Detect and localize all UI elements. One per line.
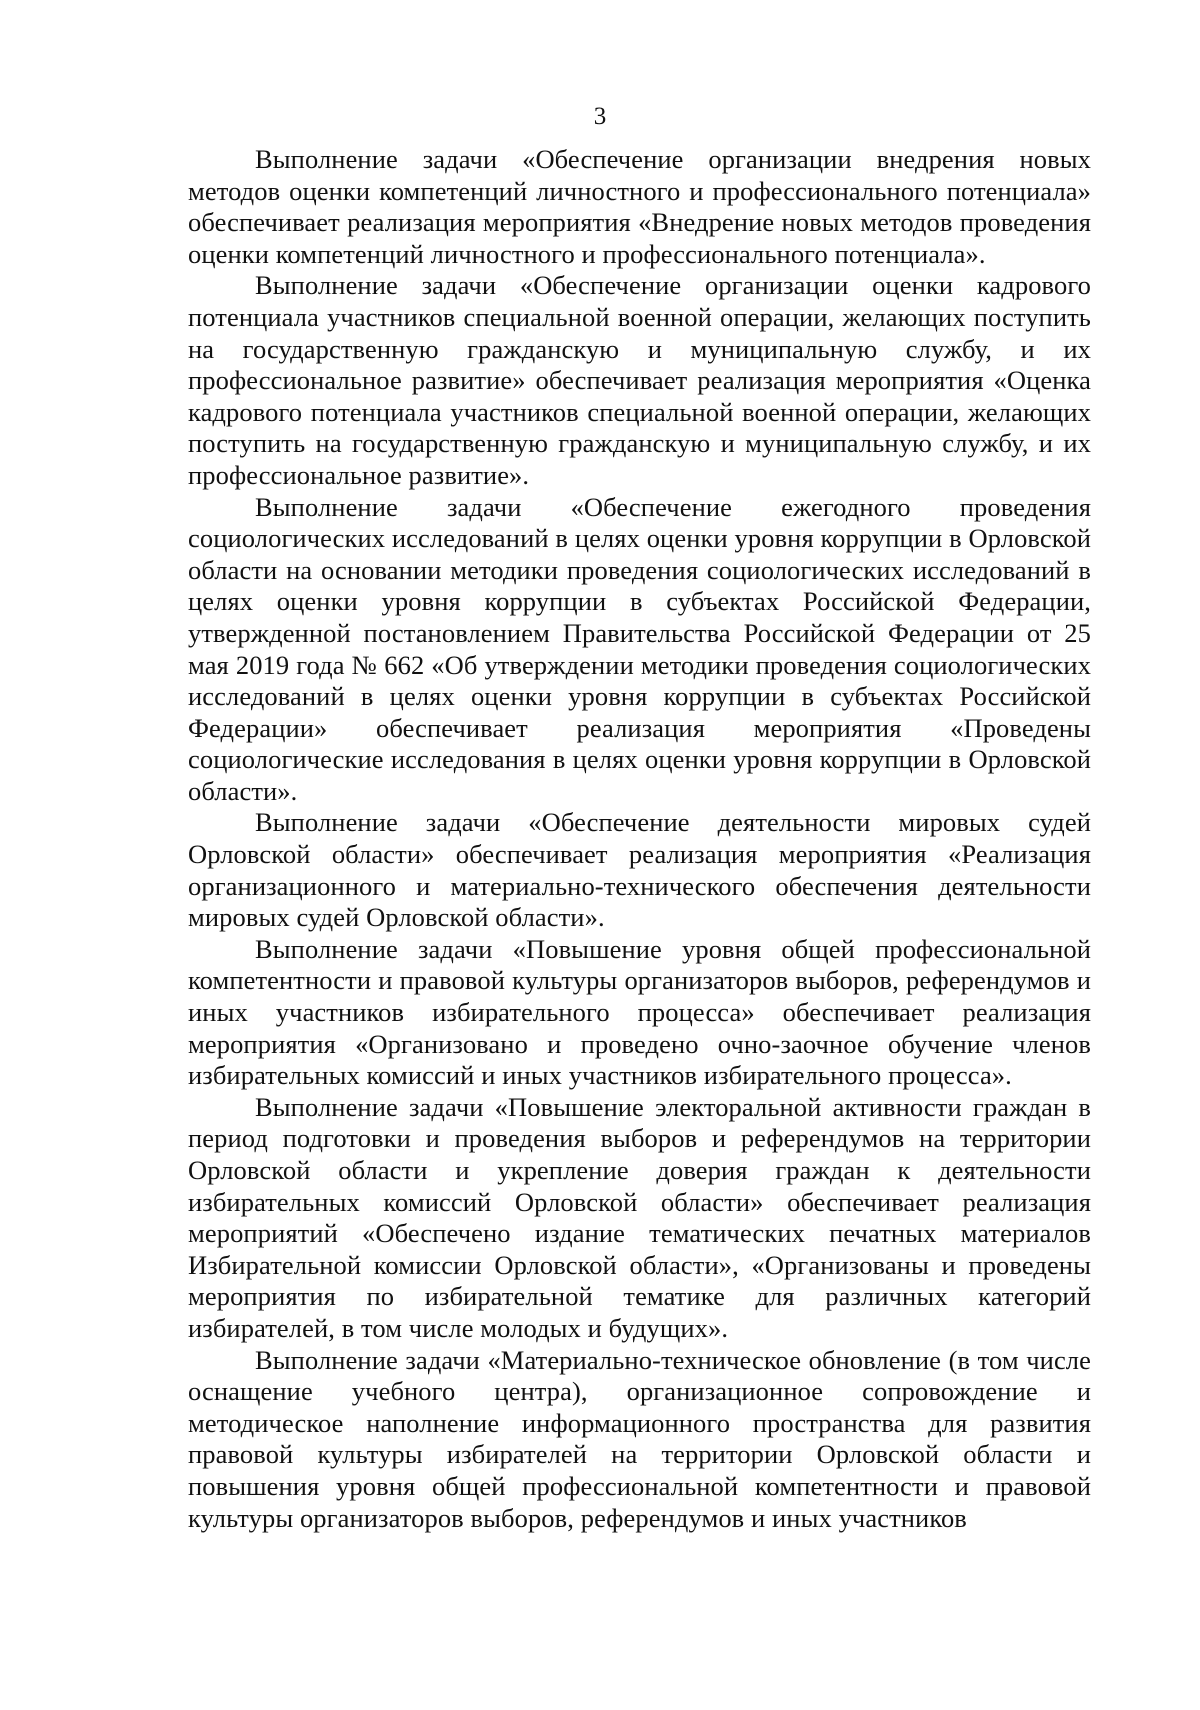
- paragraph-7: Выполнение задачи «Материально-техническое обновление (в том числе оснащение учебного центра), организационное сопровождение и методическое наполнение информационного пространства для развития правовой культуры избирателей на территории Орловской области и повышения уровня общей профессиональной компетентности и правовой культуры организаторов выборов, референдумов и иных участников: [188, 1344, 1091, 1533]
- document-body: [188, 144, 1091, 1534]
- page-number: 3: [593, 103, 607, 130]
- paragraph-6: Выполнение задачи «Повышение электоральной активности граждан в период подготовки и проведения выборов и референдумов на территории Орловской области и укрепление доверия граждан к деятельности избирательных комиссий Орловской области» обеспечивает реализация мероприятий «Обеспечено издание тематических печатных материалов Избирательной комиссии Орловской области», «Организованы и проведены мероприятия по избирательной тематике для различных категорий избирателей, в том числе молодых и будущих».: [188, 1091, 1091, 1343]
- paragraph-2: Выполнение задачи «Обеспечение организации оценки кадрового потенциала участников специальной военной операции, желающих поступить на государственную гражданскую и муниципальную службу, и их профессиональное развитие» обеспечивает реализация мероприятия «Оценка кадрового потенциала участников специальной военной операции, желающих поступить на государственную гражданскую и муниципальную службу, и их профессиональное развитие».: [188, 270, 1091, 490]
- paragraph-3: Выполнение задачи «Обеспечение ежегодного проведения социологических исследований в целях оценки уровня коррупции в Орловской области на основании методики проведения социологических исследований в целях оценки уровня коррупции в субъектах Российской Федерации, утвержденной постановлением Правительства Российской Федерации от 25 мая 2019 года № 662 «Об утверждении методики проведения социологических исследований в целях оценки уровня коррупции в субъектах Российской Федерации» обеспечивает реализация мероприятия «Проведены социологические исследования в целях оценки уровня коррупции в Орловской области».: [188, 491, 1091, 806]
- paragraph-4: Выполнение задачи «Обеспечение деятельности мировых судей Орловской области» обеспечивает реализация мероприятия «Реализация организационного и материально-технического обеспечения деятельности мировых судей Орловской области».: [188, 807, 1091, 933]
- paragraph-1: Выполнение задачи «Обеспечение организации внедрения новых методов оценки компетенций личностного и профессионального потенциала» обеспечивает реализация мероприятия «Внедрение новых методов проведения оценки компетенций личностного и профессионального потенциала».: [188, 144, 1091, 269]
- paragraph-5: Выполнение задачи «Повышение уровня общей профессиональной компетентности и правовой культуры организаторов выборов, референдумов и иных участников избирательного процесса» обеспечивает реализация мероприятия «Организовано и проведено очно-заочное обучение членов избирательных комиссий и иных участников избирательного процесса».: [188, 933, 1091, 1091]
